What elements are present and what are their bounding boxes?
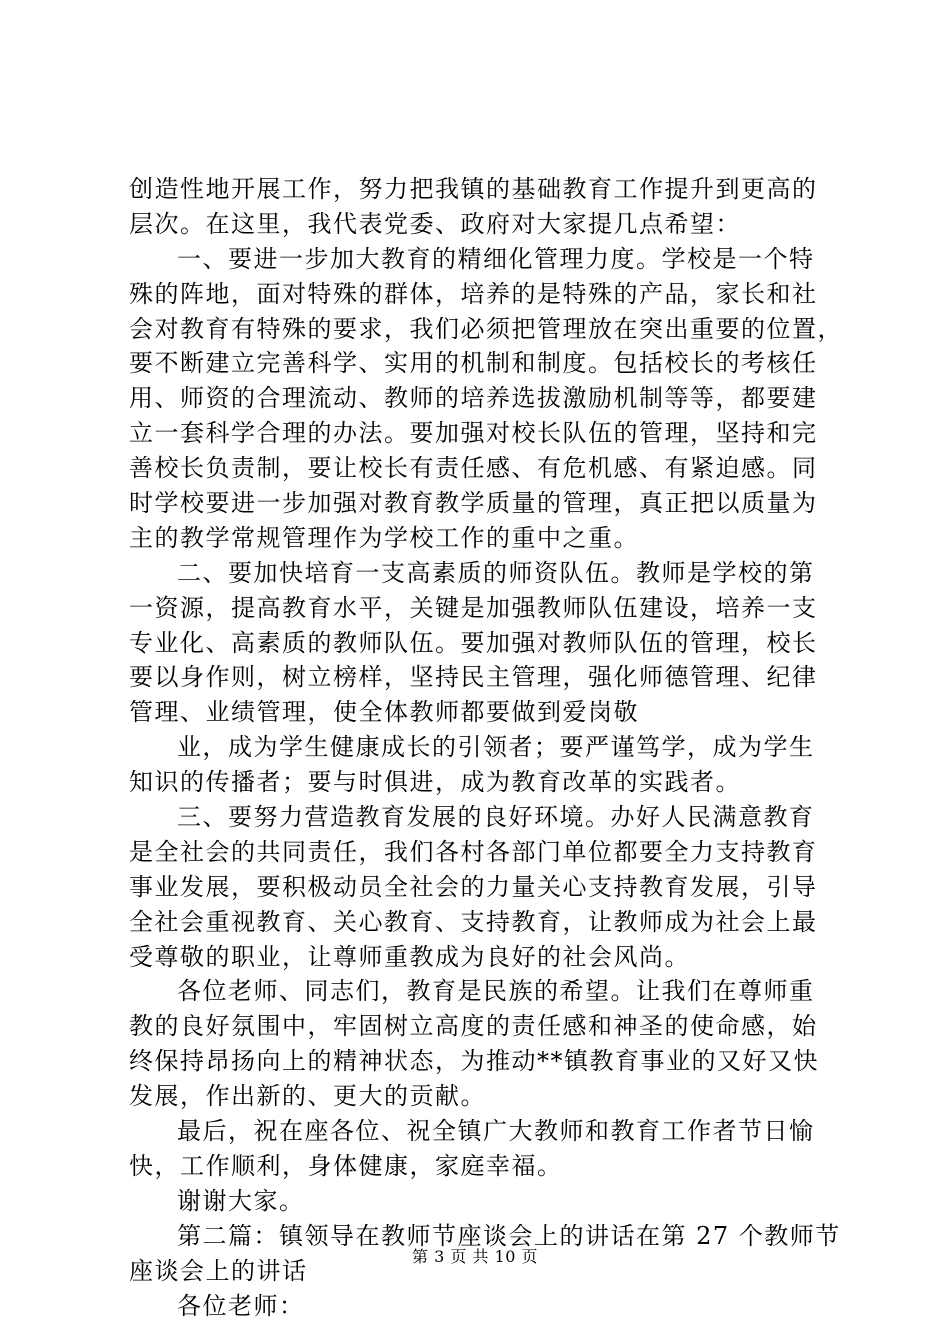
text-line: 最后，祝在座各位、祝全镇广大教师和教育工作者节日愉 <box>177 1117 815 1146</box>
text-line: 各位老师： <box>177 1291 305 1320</box>
text-line: 业，成为学生健康成长的引领者；要严谨笃学，成为学生 <box>177 733 815 762</box>
text-line: 第二篇：镇领导在教师节座谈会上的讲话在第 27 个教师节 <box>177 1221 841 1250</box>
text-line: 会对教育有特殊的要求，我们必须把管理放在突出重要的位置， <box>129 314 843 343</box>
text-line: 是全社会的共同责任，我们各村各部门单位都要全力支持教育 <box>129 837 818 866</box>
text-line: 要以身作则，树立榜样，坚持民主管理，强化师德管理、纪律 <box>129 663 818 692</box>
text-line: 终保持昂扬向上的精神状态，为推动**镇教育事业的又好又快 <box>129 1047 819 1076</box>
text-line: 各位老师、同志们，教育是民族的希望。让我们在尊师重 <box>177 977 815 1006</box>
text-line: 要不断建立完善科学、实用的机制和制度。包括校长的考核任 <box>129 349 818 378</box>
text-line: 全社会重视教育、关心教育、支持教育，让教师成为社会上最 <box>129 907 818 936</box>
text-line: 主的教学常规管理作为学校工作的重中之重。 <box>129 523 639 552</box>
text-line: 用、师资的合理流动、教师的培养选拔激励机制等等，都要建 <box>129 384 818 413</box>
text-line: 知识的传播者；要与时俱进，成为教育改革的实践者。 <box>129 768 741 797</box>
text-line: 教的良好氛围中，牢固树立高度的责任感和神圣的使命感，始 <box>129 1012 818 1041</box>
text-line: 善校长负责制，要让校长有责任感、有危机感、有紧迫感。同 <box>129 454 818 483</box>
text-line: 专业化、高素质的教师队伍。要加强对教师队伍的管理，校长 <box>129 628 818 657</box>
text-line: 一、要进一步加大教育的精细化管理力度。学校是一个特 <box>177 244 815 273</box>
text-line: 层次。在这里，我代表党委、政府对大家提几点希望： <box>129 209 741 238</box>
text-line: 立一套科学合理的办法。要加强对校长队伍的管理，坚持和完 <box>129 419 818 448</box>
text-line: 二、要加快培育一支高素质的师资队伍。教师是学校的第 <box>177 558 815 587</box>
text-line: 快，工作顺利，身体健康，家庭幸福。 <box>129 1151 563 1180</box>
text-line: 管理、业绩管理，使全体教师都要做到爱岗敬 <box>129 698 639 727</box>
text-line: 谢谢大家。 <box>177 1186 305 1215</box>
text-line: 受尊敬的职业，让尊师重教成为良好的社会风尚。 <box>129 942 690 971</box>
text-line: 时学校要进一步加强对教育教学质量的管理，真正把以质量为 <box>129 489 818 518</box>
text-line: 三、要努力营造教育发展的良好环境。办好人民满意教育 <box>177 803 815 832</box>
text-line: 一资源，提高教育水平，关键是加强教师队伍建设，培养一支 <box>129 593 818 622</box>
text-line: 创造性地开展工作，努力把我镇的基础教育工作提升到更高的 <box>129 175 818 203</box>
text-line: 事业发展，要积极动员全社会的力量关心支持教育发展，引导 <box>129 872 818 901</box>
text-line: 座谈会上的讲话 <box>129 1256 308 1285</box>
document-body <box>129 172 843 1323</box>
page-footer: 第 3 页 共 10 页 <box>412 1247 538 1266</box>
text-line: 发展，作出新的、更大的贡献。 <box>129 1082 486 1111</box>
text-line: 殊的阵地，面对特殊的群体，培养的是特殊的产品，家长和社 <box>129 279 818 308</box>
